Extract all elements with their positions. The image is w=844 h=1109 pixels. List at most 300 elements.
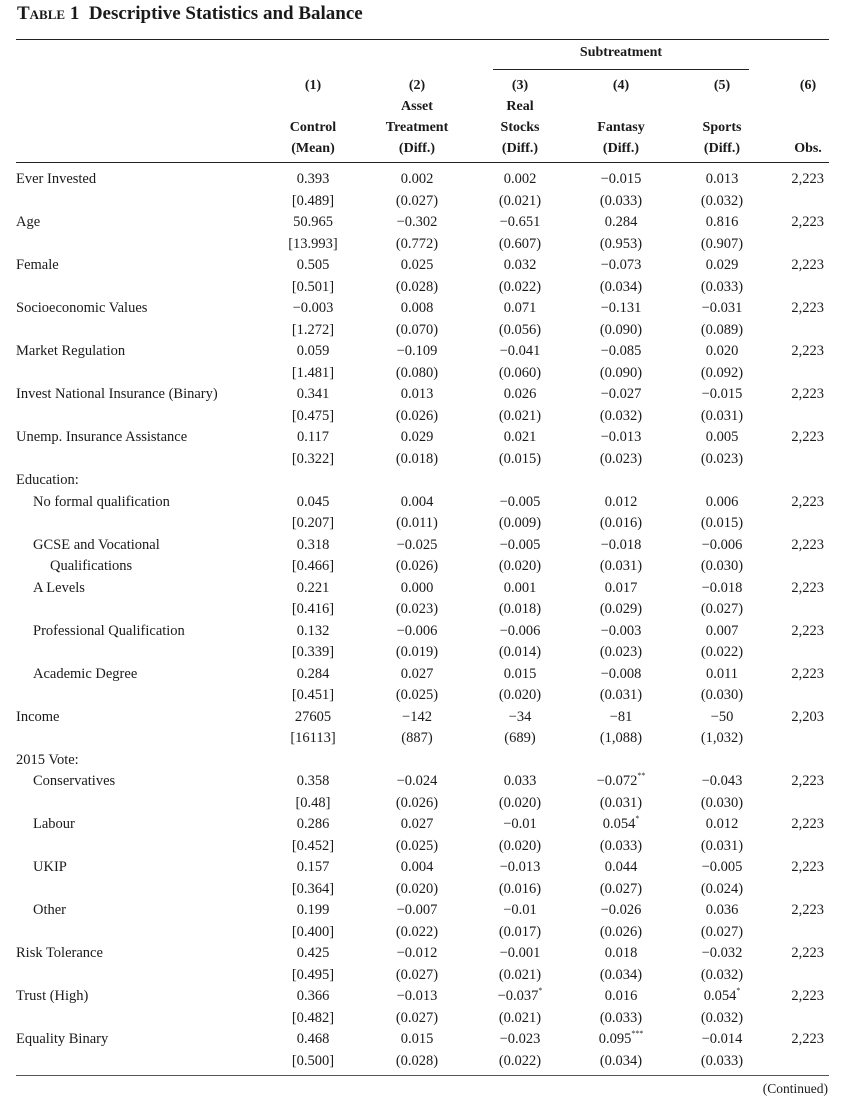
- value-cell: 0.318: [296, 536, 330, 553]
- row-label: UKIP: [33, 859, 67, 875]
- se-cell: (0.033): [599, 192, 643, 209]
- row-label: Ever Invested: [16, 171, 97, 187]
- table-caption: Descriptive Statistics and Balance: [88, 3, 363, 24]
- se-cell: [0.452]: [291, 837, 335, 854]
- table-row: [0, 814, 844, 836]
- se-cell: (0.022): [498, 278, 542, 295]
- value-cell: −0.025: [396, 536, 438, 553]
- se-cell: (0.011): [396, 515, 438, 531]
- obs-cell: 2,223: [791, 945, 824, 961]
- se-cell: [0.48]: [295, 794, 331, 811]
- value-cell: 0.008: [400, 300, 434, 316]
- significance-stars: *: [635, 814, 640, 824]
- se-cell: (0.031): [599, 558, 643, 574]
- obs-cell: 2,203: [791, 708, 824, 725]
- obs-cell: 2,223: [791, 1031, 824, 1047]
- table-row-se: [0, 363, 844, 385]
- value-cell: −0.018: [600, 536, 642, 553]
- se-cell: (0.027): [700, 923, 744, 940]
- table-row: [0, 492, 844, 514]
- column-label-line: [753, 96, 844, 117]
- row-label: Trust (High): [16, 988, 89, 1004]
- value-cell: 0.027: [400, 665, 434, 682]
- se-cell: (0.016): [498, 880, 542, 897]
- obs-cell: 2,223: [791, 859, 824, 875]
- obs-cell: 2,223: [791, 622, 824, 639]
- row-label: Professional Qualification: [33, 622, 185, 639]
- se-cell: (0.033): [700, 278, 744, 295]
- se-cell: [0.466]: [291, 558, 335, 574]
- se-cell: [0.207]: [291, 515, 335, 531]
- column-header-3: [465, 75, 575, 159]
- value-cell: 0.117: [296, 429, 330, 445]
- se-cell: (0.022): [498, 1052, 542, 1069]
- row-label: Age: [16, 214, 41, 230]
- value-cell: 50.965: [293, 214, 333, 230]
- value-cell: −0.005: [499, 536, 541, 553]
- se-cell: (0.032): [700, 1009, 744, 1026]
- obs-cell: 2,223: [791, 902, 824, 918]
- value-cell: −0.003: [600, 622, 642, 639]
- se-cell: (0.021): [498, 407, 542, 424]
- column-number: (5): [713, 78, 731, 93]
- value-cell: −0.023: [499, 1031, 541, 1047]
- table-row-se: [0, 277, 844, 299]
- continued-note: (Continued): [762, 1081, 828, 1096]
- column-label-line: (Diff.): [398, 141, 436, 156]
- se-cell: (0.014): [498, 644, 542, 660]
- value-cell: −0.007: [396, 902, 438, 918]
- column-label-line: [753, 117, 844, 138]
- value-cell: −0.005: [701, 859, 743, 875]
- value-cell: −0.013: [499, 859, 541, 875]
- column-label-line: [258, 96, 368, 117]
- table-row-se: [0, 793, 844, 815]
- obs-cell: 2,223: [791, 214, 824, 230]
- column-label-line: Fantasy: [597, 120, 645, 135]
- value-cell: −142: [402, 708, 432, 725]
- table-row: [0, 621, 844, 643]
- se-cell: (887): [401, 730, 433, 746]
- value-cell: 0.033: [503, 773, 537, 789]
- value-cell: 0.020: [705, 343, 739, 359]
- row-label: GCSE and Vocational: [33, 536, 160, 553]
- value-cell: 0.027: [400, 816, 434, 832]
- se-cell: (0.032): [599, 407, 643, 424]
- obs-cell: 2,223: [791, 386, 824, 402]
- row-label: Equality Binary: [16, 1031, 109, 1047]
- se-cell: (1,088): [599, 730, 643, 746]
- se-cell: (0.023): [395, 601, 439, 617]
- se-cell: (0.056): [498, 321, 542, 338]
- se-cell: (0.025): [395, 687, 439, 703]
- value-cell: 0.013: [400, 386, 434, 402]
- table-row-se: [0, 320, 844, 342]
- value-cell: −0.001: [499, 945, 541, 961]
- value-cell: −0.072**: [596, 771, 646, 789]
- value-cell: 0.071: [503, 300, 537, 316]
- se-cell: (0.015): [498, 450, 542, 467]
- value-cell: −0.01: [503, 902, 537, 918]
- value-cell: −0.008: [600, 665, 642, 682]
- value-cell: −34: [508, 708, 532, 725]
- obs-cell: 2,223: [791, 171, 824, 187]
- value-cell: 0.021: [503, 429, 537, 445]
- se-cell: (0.027): [599, 880, 643, 897]
- row-label: A Levels: [33, 579, 85, 596]
- top-rule: [16, 39, 829, 40]
- se-cell: (1,032): [700, 730, 744, 746]
- value-cell: 0.001: [503, 579, 537, 596]
- se-cell: [1.481]: [291, 364, 335, 381]
- table-row-se: [0, 836, 844, 858]
- se-cell: (0.026): [395, 407, 439, 424]
- se-cell: (0.907): [700, 235, 744, 252]
- column-label-line: Real: [506, 99, 534, 114]
- table-row: [0, 169, 844, 191]
- se-cell: (0.029): [599, 601, 643, 617]
- table-row: [0, 664, 844, 686]
- table-row: [0, 535, 844, 557]
- se-cell: (689): [504, 730, 536, 746]
- se-cell: (0.092): [700, 364, 744, 381]
- value-cell: 0.004: [400, 859, 434, 875]
- value-cell: −0.005: [499, 493, 541, 510]
- table-row: [0, 857, 844, 879]
- se-cell: [0.501]: [291, 278, 335, 295]
- se-cell: (0.023): [700, 450, 744, 467]
- value-cell: −81: [609, 708, 633, 725]
- column-number: (4): [612, 78, 630, 93]
- se-cell: (0.070): [395, 321, 439, 338]
- value-cell: −0.026: [600, 902, 642, 918]
- table-row: [0, 212, 844, 234]
- column-label-line: (Diff.): [501, 141, 539, 156]
- se-cell: (0.080): [395, 364, 439, 381]
- significance-stars: *: [736, 986, 741, 996]
- value-cell: 0.036: [705, 902, 739, 918]
- se-cell: [13.993]: [288, 235, 338, 252]
- se-cell: (0.090): [599, 321, 643, 338]
- se-cell: (0.018): [498, 601, 542, 617]
- se-cell: (0.027): [395, 1009, 439, 1026]
- value-cell: −0.041: [499, 343, 541, 359]
- table-row-se: [0, 513, 844, 535]
- value-cell: 0.029: [400, 429, 434, 445]
- obs-cell: 2,223: [791, 429, 824, 445]
- row-label: Invest National Insurance (Binary): [16, 386, 218, 402]
- value-cell: −0.024: [396, 773, 438, 789]
- column-header-4: [566, 75, 676, 159]
- table-row: [0, 298, 844, 320]
- table-number: Table 1: [17, 3, 80, 24]
- value-cell: −0.006: [499, 622, 541, 639]
- value-cell: 0.393: [296, 171, 330, 187]
- se-cell: (0.028): [395, 278, 439, 295]
- value-cell: −0.302: [396, 214, 438, 230]
- column-label-line: Asset: [401, 99, 433, 114]
- value-cell: −0.006: [396, 622, 438, 639]
- table-row: [0, 384, 844, 406]
- se-cell: (0.026): [599, 923, 643, 940]
- se-cell: (0.025): [395, 837, 439, 854]
- value-cell: 0.032: [503, 257, 537, 273]
- se-cell: [1.272]: [291, 321, 335, 338]
- value-cell: 0.029: [705, 257, 739, 273]
- value-cell: 0.284: [296, 665, 330, 682]
- value-cell: 0.505: [296, 257, 330, 273]
- table-row: [0, 943, 844, 965]
- value-cell: 0.017: [604, 579, 638, 596]
- se-cell: (0.607): [498, 235, 542, 252]
- se-cell: (0.031): [599, 687, 643, 703]
- value-cell: 0.286: [296, 816, 330, 832]
- se-cell: (0.015): [700, 515, 744, 531]
- column-number: (1): [304, 78, 322, 93]
- row-label: Conservatives: [33, 773, 116, 789]
- value-cell: 0.045: [296, 493, 330, 510]
- column-number: (6): [799, 78, 817, 93]
- se-cell: (0.030): [700, 794, 744, 811]
- se-cell: (0.031): [700, 407, 744, 424]
- se-cell: (0.034): [599, 966, 643, 983]
- value-cell: 0.341: [296, 386, 330, 402]
- se-cell: (0.034): [599, 1052, 643, 1069]
- section-header-row: [0, 470, 844, 492]
- table-body: [0, 169, 844, 1072]
- row-label: Unemp. Insurance Assistance: [16, 429, 188, 445]
- se-cell: (0.031): [599, 794, 643, 811]
- value-cell: −50: [710, 708, 734, 725]
- table-row-se: [0, 449, 844, 471]
- se-cell: [0.339]: [291, 644, 335, 660]
- se-cell: (0.021): [498, 1009, 542, 1026]
- value-cell: 0.054*: [703, 986, 741, 1004]
- se-cell: (0.033): [599, 1009, 643, 1026]
- value-cell: 0.012: [705, 816, 739, 832]
- se-cell: (0.032): [700, 192, 744, 209]
- column-label-line: [566, 96, 676, 117]
- value-cell: 0.358: [296, 773, 330, 789]
- value-cell: 0.013: [705, 171, 739, 187]
- table-row: [0, 341, 844, 363]
- se-cell: (0.033): [599, 837, 643, 854]
- column-label-line: (Mean): [291, 141, 335, 156]
- bottom-rule: [16, 1075, 829, 1076]
- se-cell: [0.400]: [291, 923, 335, 940]
- column-label-line: (Diff.): [602, 141, 640, 156]
- table-row-se: [0, 1051, 844, 1073]
- value-cell: −0.015: [701, 386, 743, 402]
- se-cell: (0.022): [700, 644, 744, 660]
- value-cell: 0.095***: [598, 1029, 644, 1047]
- se-cell: (0.089): [700, 321, 744, 338]
- se-cell: (0.060): [498, 364, 542, 381]
- se-cell: (0.034): [599, 278, 643, 295]
- column-label-line: Control: [289, 120, 337, 135]
- obs-cell: 2,223: [791, 988, 824, 1004]
- column-header-2: [362, 75, 472, 159]
- se-cell: (0.020): [498, 794, 542, 811]
- table-row-se: [0, 685, 844, 707]
- table-row: [0, 707, 844, 729]
- value-cell: −0.013: [600, 429, 642, 445]
- value-cell: 0.132: [296, 622, 330, 639]
- se-cell: (0.009): [498, 515, 542, 531]
- table-row: [0, 986, 844, 1008]
- value-cell: 0.157: [296, 859, 330, 875]
- value-cell: −0.01: [503, 816, 537, 832]
- value-cell: −0.032: [701, 945, 743, 961]
- value-cell: 0.221: [296, 579, 330, 596]
- value-cell: 0.012: [604, 493, 638, 510]
- value-cell: 0.054*: [602, 814, 640, 832]
- value-cell: 0.059: [296, 343, 330, 359]
- se-cell: (0.033): [700, 1052, 744, 1069]
- column-label-line: Obs.: [794, 141, 822, 156]
- se-cell: [0.475]: [291, 407, 335, 424]
- se-cell: (0.953): [599, 235, 643, 252]
- value-cell: −0.085: [600, 343, 642, 359]
- value-cell: −0.043: [701, 773, 743, 789]
- se-cell: [0.482]: [291, 1009, 335, 1026]
- obs-cell: 2,223: [791, 579, 824, 596]
- se-cell: (0.023): [599, 644, 643, 660]
- value-cell: 0.425: [296, 945, 330, 961]
- value-cell: 0.044: [604, 859, 638, 875]
- se-cell: [0.416]: [291, 601, 335, 617]
- value-cell: −0.006: [701, 536, 743, 553]
- value-cell: −0.015: [600, 171, 642, 187]
- value-cell: −0.073: [600, 257, 642, 273]
- row-label: Female: [16, 257, 59, 273]
- value-cell: 0.284: [604, 214, 638, 230]
- se-cell: (0.016): [599, 515, 643, 531]
- value-cell: 0.004: [400, 493, 434, 510]
- value-cell: 0.015: [503, 665, 537, 682]
- table-row-se: [0, 965, 844, 987]
- row-label: Academic Degree: [33, 665, 138, 682]
- obs-cell: 2,223: [791, 493, 824, 510]
- header-rule: [16, 162, 829, 163]
- se-cell: [0.489]: [291, 192, 335, 209]
- se-cell: (0.031): [700, 837, 744, 854]
- row-label: Socioeconomic Values: [16, 300, 148, 316]
- table-row: [0, 1029, 844, 1051]
- value-cell: 0.468: [296, 1031, 330, 1047]
- table-row-se: [0, 879, 844, 901]
- table-row-se: [0, 406, 844, 428]
- value-cell: −0.031: [701, 300, 743, 316]
- value-cell: 0.816: [705, 214, 739, 230]
- se-cell: [0.451]: [291, 687, 335, 703]
- value-cell: −0.018: [701, 579, 743, 596]
- value-cell: −0.131: [600, 300, 642, 316]
- table-row: [0, 255, 844, 277]
- column-label-line: (Diff.): [703, 141, 741, 156]
- se-cell: (0.027): [395, 966, 439, 983]
- se-cell: (0.032): [700, 966, 744, 983]
- table-row-se: [0, 234, 844, 256]
- row-label: Market Regulation: [16, 343, 126, 359]
- table-row-se: [0, 1008, 844, 1030]
- value-cell: 0.002: [400, 171, 434, 187]
- value-cell: 0.199: [296, 902, 330, 918]
- obs-cell: 2,223: [791, 816, 824, 832]
- value-cell: 0.000: [400, 579, 434, 596]
- value-cell: 0.002: [503, 171, 537, 187]
- obs-cell: 2,223: [791, 300, 824, 316]
- value-cell: 0.011: [705, 665, 739, 682]
- section-header-row: [0, 750, 844, 772]
- value-cell: 0.026: [503, 386, 537, 402]
- column-label-line: Stocks: [500, 120, 540, 135]
- value-cell: 0.007: [705, 622, 739, 639]
- value-cell: −0.003: [292, 300, 334, 316]
- obs-cell: 2,223: [791, 536, 824, 553]
- table-row: [0, 771, 844, 793]
- se-cell: [0.500]: [291, 1052, 335, 1069]
- se-cell: (0.090): [599, 364, 643, 381]
- obs-cell: 2,223: [791, 343, 824, 359]
- obs-cell: 2,223: [791, 773, 824, 789]
- value-cell: −0.027: [600, 386, 642, 402]
- se-cell: (0.027): [700, 601, 744, 617]
- se-cell: [0.364]: [291, 880, 335, 897]
- value-cell: 0.016: [604, 988, 638, 1004]
- value-cell: 0.005: [705, 429, 739, 445]
- se-cell: (0.024): [700, 880, 744, 897]
- table-row-se: [0, 922, 844, 944]
- value-cell: −0.109: [396, 343, 438, 359]
- se-cell: (0.021): [498, 192, 542, 209]
- row-label-continued: Qualifications: [50, 558, 133, 574]
- se-cell: (0.017): [498, 923, 542, 940]
- value-cell: 27605: [294, 708, 332, 725]
- se-cell: (0.020): [498, 687, 542, 703]
- value-cell: −0.037*: [497, 986, 543, 1004]
- se-cell: (0.022): [395, 923, 439, 940]
- table-row: [0, 578, 844, 600]
- table-row-se: [0, 556, 844, 578]
- se-cell: [16113]: [290, 730, 336, 746]
- column-label-line: Sports: [702, 120, 742, 135]
- se-cell: (0.028): [395, 1052, 439, 1069]
- table-title: [17, 3, 363, 25]
- significance-stars: ***: [631, 1029, 644, 1039]
- value-cell: 0.018: [604, 945, 638, 961]
- se-cell: (0.018): [395, 450, 439, 467]
- se-cell: (0.027): [395, 192, 439, 209]
- column-label-line: Treatment: [385, 120, 449, 135]
- se-cell: (0.026): [395, 558, 439, 574]
- significance-stars: **: [637, 771, 646, 781]
- section-label: Education:: [16, 472, 79, 488]
- se-cell: (0.020): [395, 880, 439, 897]
- table-row-se: [0, 599, 844, 621]
- value-cell: −0.014: [701, 1031, 743, 1047]
- column-number: (3): [511, 78, 529, 93]
- se-cell: (0.021): [498, 966, 542, 983]
- significance-stars: *: [538, 986, 543, 996]
- se-cell: (0.026): [395, 794, 439, 811]
- se-cell: (0.019): [395, 644, 439, 660]
- row-label: Risk Tolerance: [16, 945, 103, 961]
- se-cell: (0.030): [700, 687, 744, 703]
- value-cell: 0.025: [400, 257, 434, 273]
- se-cell: (0.020): [498, 837, 542, 854]
- value-cell: −0.651: [499, 214, 541, 230]
